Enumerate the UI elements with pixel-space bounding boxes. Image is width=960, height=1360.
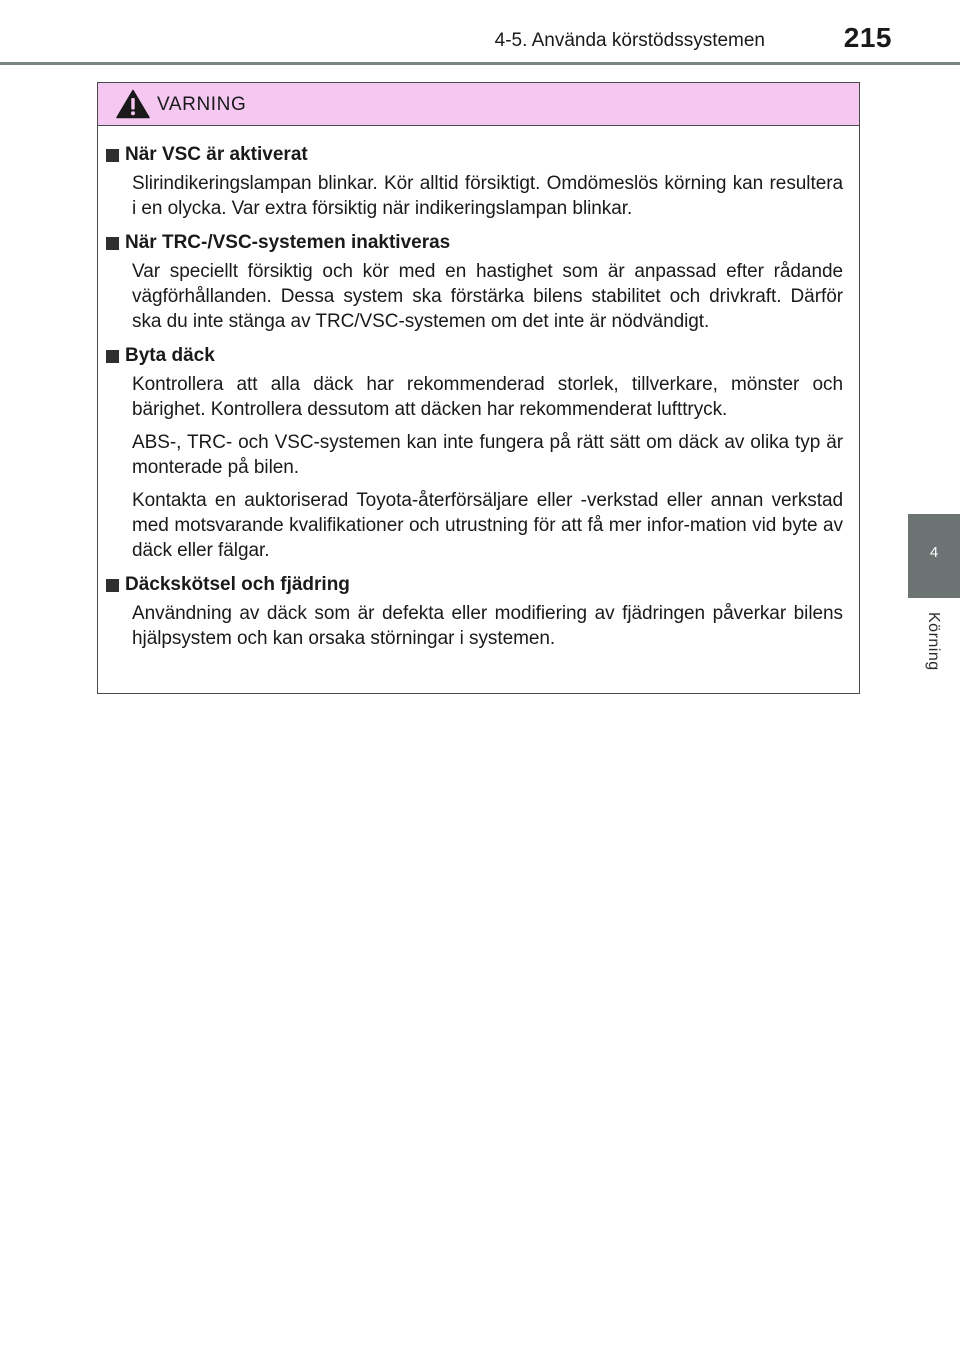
- page-header: [0, 0, 960, 66]
- section-paragraph: ABS-, TRC- och VSC-systemen kan inte fungera på rätt sätt om däck av olika typ är monterade på bilen.: [132, 432, 843, 478]
- square-bullet-icon: [106, 579, 119, 592]
- square-bullet-icon: [106, 350, 119, 363]
- section-heading: [106, 142, 843, 168]
- section-heading-text: När TRC-/VSC-systemen inaktiveras: [125, 232, 451, 253]
- section-paragraph: Slirindikeringslampan blinkar. Kör alltid försiktigt. Omdömeslös körning kan resultera i en olycka. Var extra försiktig när indikeringslampan blinkar.: [132, 173, 843, 219]
- warning-section: [106, 572, 843, 651]
- section-heading-text: Byta däck: [125, 345, 215, 366]
- section-title: 4-5. Använda körstödssystemen: [494, 30, 765, 51]
- section-heading: [106, 572, 843, 598]
- warning-section: [106, 343, 843, 563]
- section-heading: [106, 230, 843, 256]
- section-heading: [106, 343, 843, 369]
- section-heading-text: Däckskötsel och fjädring: [125, 574, 350, 595]
- warning-box: [97, 82, 860, 694]
- chapter-tab: [908, 514, 960, 598]
- page-number: 215: [843, 22, 892, 53]
- warning-header: [98, 83, 859, 126]
- section-paragraph: Kontrollera att alla däck har rekommenderad storlek, tillverkare, mönster och bärighet. Kontrollera dessutom att däcken har rekommenderat lufttryck.: [132, 374, 843, 420]
- chapter-label: Körning: [925, 612, 942, 671]
- section-paragraph: Kontakta en auktoriserad Toyota-återförsäljare eller -verkstad eller annan verkstad med motsvarande kvalifikationer och utrustning för att få mer infor-mation vid byte av däck eller fälgar.: [132, 490, 843, 561]
- warning-triangle-icon: [116, 89, 150, 119]
- warning-section: [106, 142, 843, 221]
- chapter-number: 4: [929, 544, 939, 561]
- warning-title: VARNING: [157, 94, 247, 115]
- square-bullet-icon: [106, 237, 119, 250]
- section-heading-text: När VSC är aktiverat: [125, 144, 308, 165]
- section-paragraph: Var speciellt försiktig och kör med en hastighet som är anpassad efter rådande vägförhållanden. Dessa system ska förstärka bilens stabilitet och drivkraft. Därför ska du inte stänga av TRC/VSC-systemen om det inte är nödvändigt.: [132, 261, 843, 332]
- section-paragraph: Användning av däck som är defekta eller modifiering av fjädringen påverkar bilens hjälpsystem och kan orsaka störningar i systemen.: [132, 603, 843, 649]
- header-rule: [0, 62, 960, 65]
- warning-section: [106, 230, 843, 334]
- warning-body: [98, 126, 859, 651]
- square-bullet-icon: [106, 149, 119, 162]
